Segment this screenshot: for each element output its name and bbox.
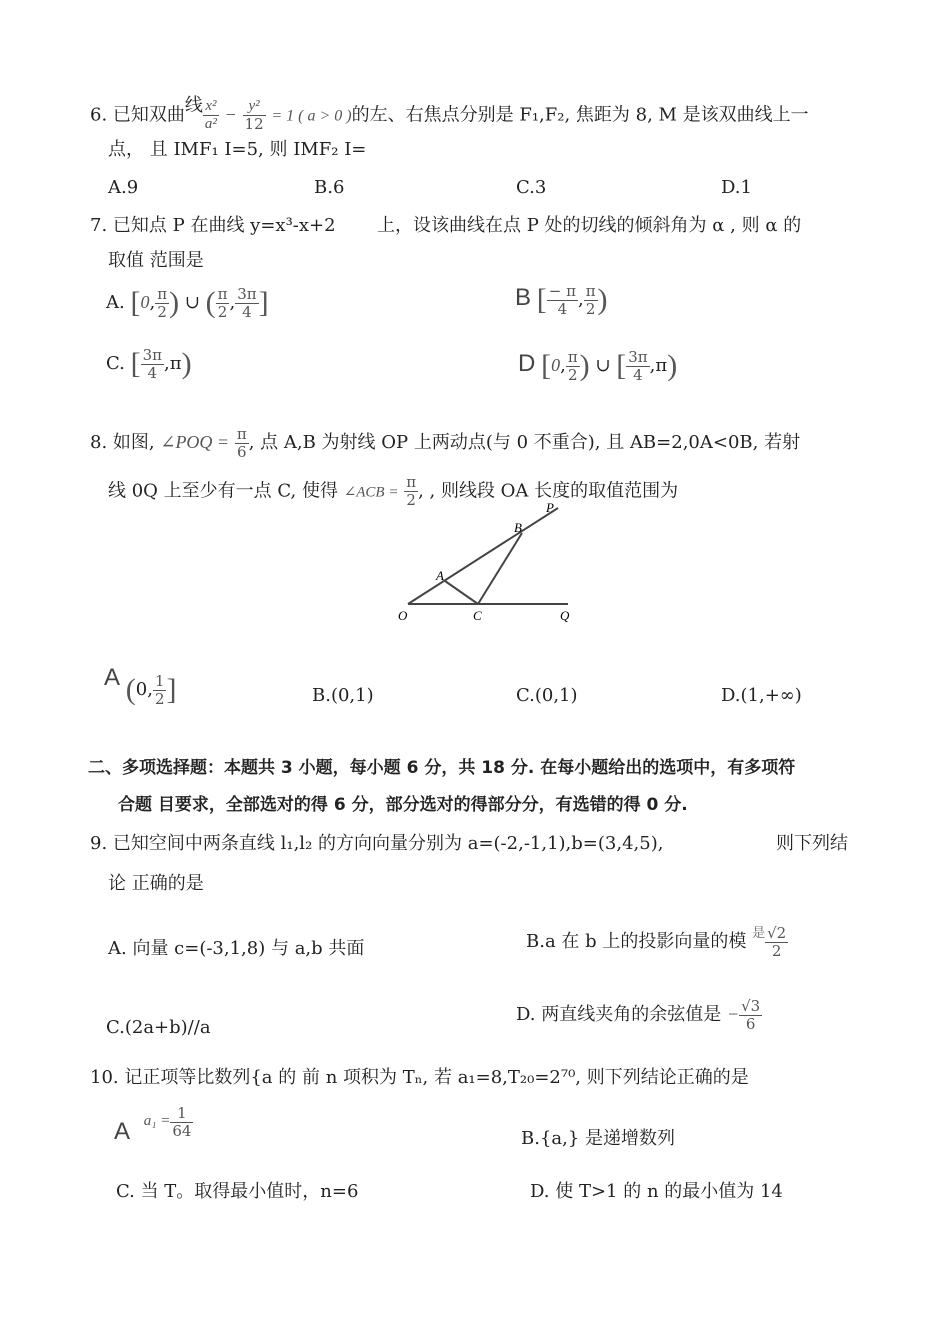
q6-line2: 点， 且 IMF₁ I=5, 则 IMF₂ I=: [108, 139, 367, 160]
q6-option-a: A.9: [108, 177, 139, 198]
q9-line2: 论 正确的是: [108, 873, 204, 894]
label-o: O: [398, 608, 408, 623]
q6-line1: 6. 已知双曲线 $\frac{\text{x²}}{\text{a²}}$ − $\frac{\text{y²}}{12}$ = 1 ( a > 0 )的左、右焦点分别是 F₁,F₂, 焦距为 8, M 是该双曲线上一: [90, 94, 809, 133]
q9-line1a: 9. 已知空间中两条直线 l₁,l₂ 的方向向量分别为 a=(-2,-1,1),b=(3,4,5),: [90, 833, 664, 854]
q9-line1b: 则下列结: [776, 833, 848, 854]
label-q: Q: [560, 608, 570, 623]
segment-bc: [478, 533, 522, 604]
q8-option-b: B.(0,1): [312, 685, 374, 706]
label-a: A: [436, 568, 444, 583]
q8-geometry-figure: [390, 500, 580, 630]
q9-option-b: B.a 在 b 上的投影向量的模 $^是$ $\frac{√2}{2}$: [526, 923, 787, 960]
q7-line2: 取值 范围是: [108, 250, 204, 271]
q6-option-b: B.6: [314, 177, 345, 198]
section2-heading-line2: 合题 目要求，全部选对的得 6 分，部分选对的得部分分，有选错的得 0 分.: [118, 795, 688, 815]
q8-line2: 线 0Q 上至少有一点 C, 使得 ∠ACB = $\frac{\pi}{2}$ , , 则线段 OA 长度的取值范围为: [108, 473, 679, 509]
segment-ac: [445, 581, 478, 604]
q8-option-a: A (0, $\frac{1}{2}$ ]: [104, 664, 177, 708]
q10-option-a: A $^{a_1 =}$ $\frac{1}{64}$: [114, 1103, 192, 1145]
q7-option-a: A. [0, $\frac{\pi}{2}$ ) ∪ ( $\frac{\pi}{2}$ , $\frac{3\pi}{4}$ ]: [106, 284, 269, 321]
q10-option-b: B.{a,} 是递增数列: [521, 1128, 676, 1149]
q9-option-a: A. 向量 c=(-3,1,8) 与 a,b 共面: [108, 938, 365, 959]
q7-line1b: 上，设该曲线在点 P 处的切线的倾斜角为 α , 则 α 的: [377, 215, 802, 236]
q10-option-c: C. 当 T。取得最小值时，n=6: [116, 1181, 359, 1202]
q8-line1: 8. 如图, ∠POQ = $\frac{\pi}{6}$ , 点 A,B 为射线 OP 上两动点(与 0 不重合), 且 AB=2,0A<0B, 若射: [90, 424, 801, 461]
q6-option-d: D.1: [721, 177, 752, 198]
q8-option-d: D.(1,+∞): [721, 685, 802, 706]
q7-option-d: D [0, $\frac{\pi}{2}$ ) ∪ [ $\frac{3\pi}{4}$ ,π): [518, 347, 678, 384]
q9-option-d: D. 两直线夹角的余弦值是 − $\frac{√3}{6}$: [516, 996, 761, 1033]
q9-option-c: C.(2a+b)//a: [106, 1017, 211, 1038]
q7-option-c: C. [ $\frac{3\pi}{4}$ ,π): [106, 345, 192, 382]
q8-option-c: C.(0,1): [516, 685, 578, 706]
q6-option-c: C.3: [516, 177, 547, 198]
ray-op: [408, 508, 558, 604]
q7-line1a: 7. 已知点 P 在曲线 y=x³-x+2: [90, 215, 336, 236]
q10-line1: 10. 记正项等比数列{a 的 前 n 项积为 Tₙ, 若 a₁=8,T₂₀=2⁷⁰, 则下列结论正确的是: [90, 1067, 749, 1088]
label-p: P: [546, 500, 554, 515]
label-b: B: [514, 520, 522, 535]
label-c: C: [473, 608, 482, 623]
section2-heading-line1: 二、多项选择题：本题共 3 小题，每小题 6 分，共 18 分. 在每小题给出的选项中，有多项符: [88, 758, 796, 778]
q10-option-d: D. 使 T>1 的 n 的最小值为 14: [530, 1181, 783, 1202]
q7-option-b: B [ $\frac{- \pi}{4}$ , $\frac{\pi}{2}$ ): [515, 281, 608, 318]
